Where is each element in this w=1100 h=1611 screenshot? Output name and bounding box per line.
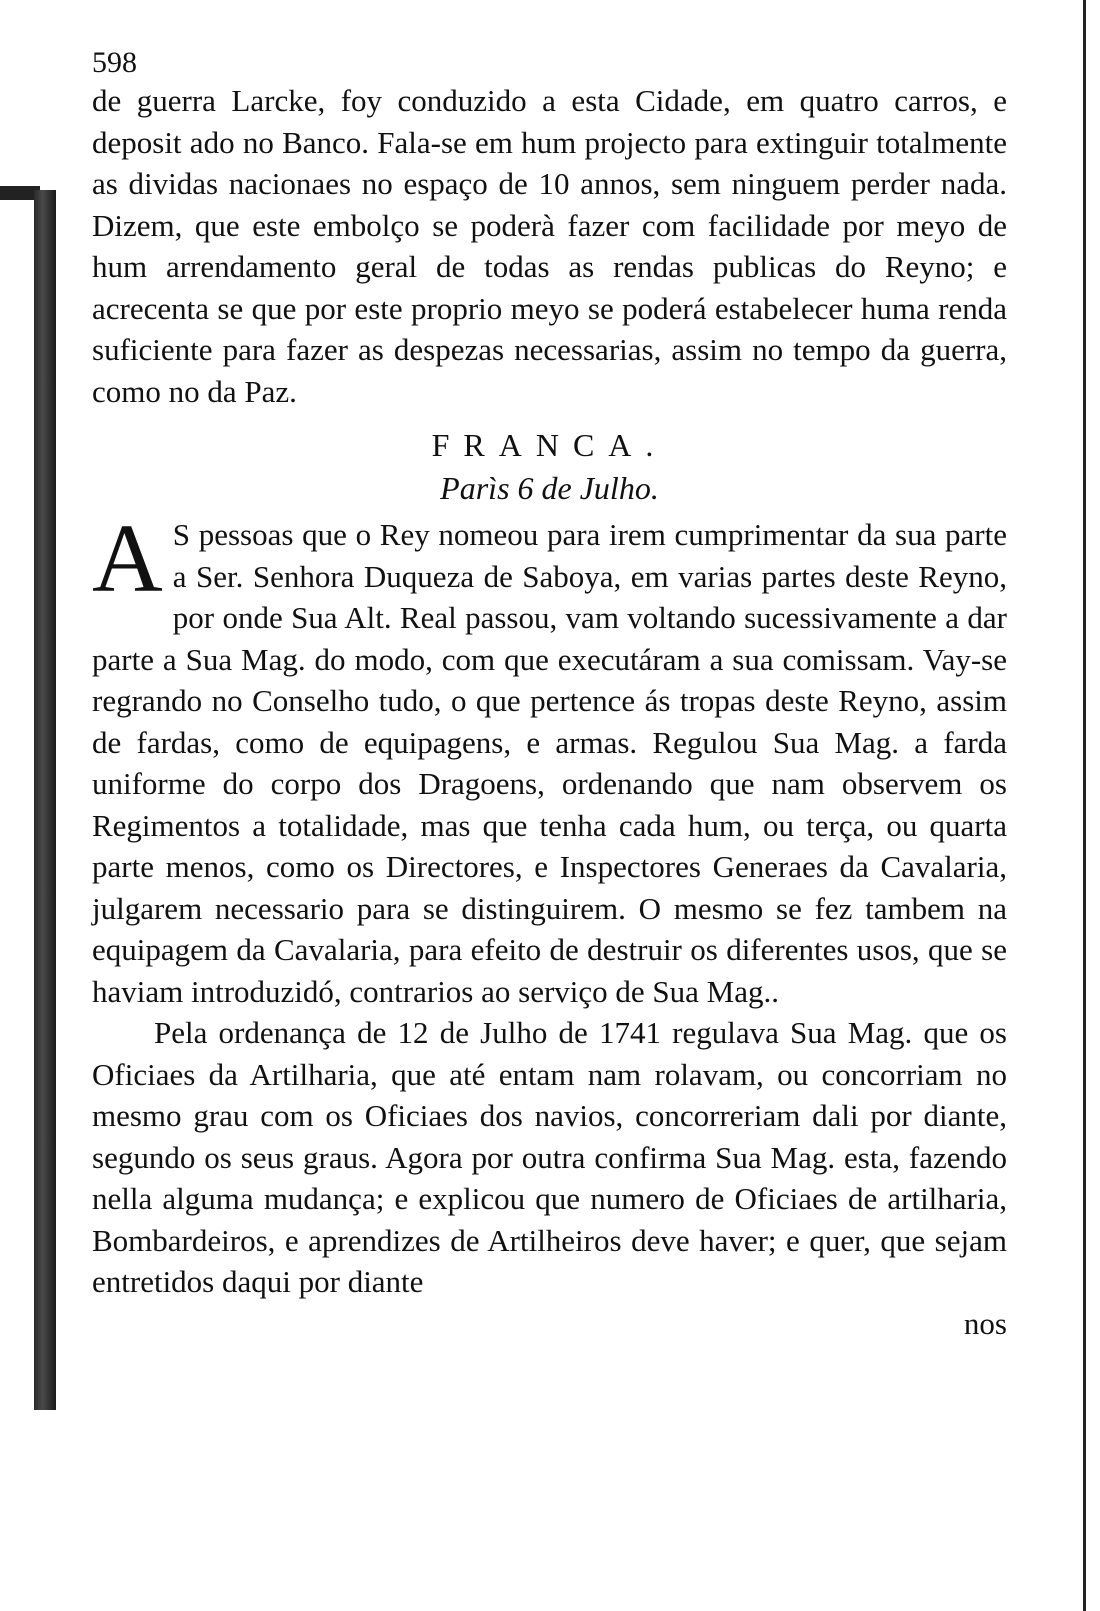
dateline: Parìs 6 de Julho. bbox=[440, 470, 659, 506]
paragraph-france-text: S pessoas que o Rey nomeou para irem cumprimentar da sua parte a Ser. Senhora Duqueza de Saboya, em varias partes deste Reyno, por onde Sua Alt. Real passou, vam voltando sucessivamente a dar parte a Sua Mag. do modo, com que executáram a sua comissam. Vay-se regrando no Conselho tudo, o que pertence ás tropas deste Reyno, assim de fardas, como de equipagens, e armas. Regulou Sua Mag. a farda uniforme do corpo dos Dragoens, ordenando que nam observem os Regimentos a totalidade, mas que tenha cada hum, ou terça, ou quarta parte menos, como os Directores, e Inspectores Generaes da Cavalaria, julgarem necessario para se distinguirem. O mesmo se fez tambem na equipagem da Cavalaria, para efeito de destruir os diferentes usos, que se haviam introduzidó, contrarios ao serviço de Sua Mag.. bbox=[92, 517, 1007, 1009]
section-heading: FRANCA. bbox=[431, 427, 668, 463]
paragraph-france bbox=[92, 505, 1007, 1012]
drop-cap: A bbox=[92, 505, 163, 613]
catchword: nos bbox=[963, 1305, 1007, 1341]
binding-edge-left bbox=[34, 190, 56, 1410]
text-block bbox=[92, 46, 1007, 1344]
page-number: 598 bbox=[92, 46, 137, 79]
paragraph-intro: de guerra Larcke, foy conduzido a esta Cidade, em quatro carros, e deposit ado no Banco. Fala-se em hum projecto para extinguir totalmente as dividas nacionaes no espaço de 10 annos, sem ninguem perder nada. Dizem, que este embolço se poderà fazer com facilidade por meyo de hum arrendamento geral de todas as rendas publicas do Reyno; e acrecenta se que por este proprio meyo se poderá estabelecer huma renda suficiente para fazer as despezas necessarias, assim no tempo da guerra, como no da Paz. bbox=[92, 83, 1007, 409]
binding-edge-right bbox=[1083, 0, 1086, 1611]
paragraph-artillery: Pela ordenança de 12 de Julho de 1741 regulava Sua Mag. que os Oficiaes da Artilharia, que até entam nam rolavam, ou concorriam no mesmo grau com os Oficiaes dos navios, concorreriam dali por diante, segundo os seus graus. Agora por outra confirma Sua Mag. esta, fazendo nella alguma mudança; e explicou que numero de Oficiaes de artilharia, Bombardeiros, e aprendizes de Artilheiros deve haver; e quer, que sejam entretidos daqui por diante bbox=[92, 1015, 1007, 1299]
